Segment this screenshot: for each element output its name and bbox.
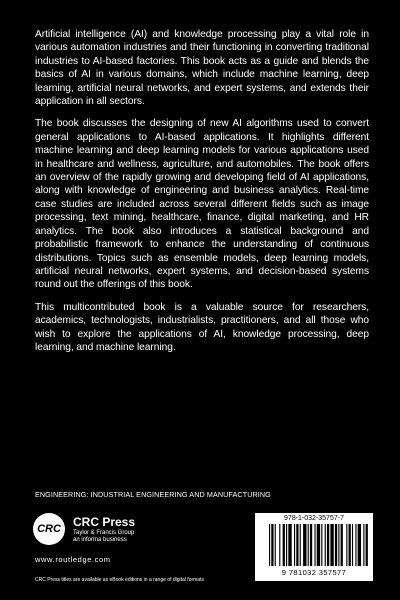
- barcode-bar: [271, 524, 273, 566]
- barcode-bar: [346, 524, 347, 566]
- barcode-bar: [352, 524, 353, 566]
- barcode-bar: [366, 524, 368, 566]
- barcode-bar: [303, 524, 306, 566]
- back-cover-description: [35, 28, 369, 363]
- barcode-bar: [317, 524, 320, 566]
- barcode-bar: [310, 524, 312, 566]
- publisher-business: an informa business: [73, 537, 127, 543]
- barcode-bar: [338, 524, 339, 566]
- barcode-bar: [349, 524, 351, 566]
- barcode-bar: [335, 524, 337, 566]
- barcode-bar: [275, 524, 276, 566]
- barcode-bar: [325, 524, 326, 566]
- barcode-bar: [279, 524, 280, 566]
- publisher-name: CRC Press: [73, 515, 136, 529]
- publisher-website: www.routledge.com: [35, 555, 111, 564]
- barcode-bar: [294, 524, 295, 566]
- publisher-block: [33, 513, 153, 569]
- barcode-bar: [341, 524, 343, 566]
- barcode-bar: [296, 524, 298, 566]
- barcode-bar: [288, 524, 291, 566]
- barcode-bars: [269, 524, 369, 566]
- barcode-bar: [314, 524, 315, 566]
- isbn-barcode: [255, 513, 373, 581]
- description-paragraph-3: This multicontributed book is a valuable source for researchers, academics, technologists, industrialists, practitioners, and all those who wish to explore the applications of AI, knowledge processing, deep learning, and machine learning.: [35, 301, 369, 353]
- isbn-number: 978-1-032-35757-7: [284, 515, 344, 522]
- publisher-group-name: Taylor & Francis Group: [73, 530, 135, 536]
- barcode-bar: [330, 524, 333, 566]
- publisher-group: [73, 530, 134, 544]
- barcode-bar: [300, 524, 301, 566]
- barcode-bar: [308, 524, 309, 566]
- crc-logo-icon: CRC: [33, 513, 65, 545]
- description-paragraph-1: Artificial intelligence (AI) and knowledge processing play a vital role in various automation industries and their functioning in converting traditional industries to AI-based factories. This book acts as a guide and blends the basics of AI in various domains, which include machine learning, deep learning, artificial neural networks, and expert systems, and extends their application in all sectors.: [35, 29, 369, 108]
- barcode-digits: 9 781032 357577: [281, 568, 347, 577]
- barcode-bar: [286, 524, 287, 566]
- barcode-bar: [283, 524, 285, 566]
- barcode-bar: [327, 524, 329, 566]
- barcode-bar: [355, 524, 356, 566]
- barcode-bar: [363, 524, 364, 566]
- barcode-bar: [269, 524, 270, 566]
- barcode-bar: [358, 524, 361, 566]
- subject-category: ENGINEERING: INDUSTRIAL ENGINEERING AND MANUFACTURING: [35, 490, 271, 499]
- description-paragraph-2: The book discusses the designing of new AI algorithms used to convert general applications to AI-based applications. It highlights different machine learning and deep learning models for various applications used in healthcare and wellness, agriculture, and automobiles. The book offers an overview of the rapidly growing and developing field of AI applications, along with knowledge of engineering and business analytics. Real-time case studies are included across several different fields such as image processing, text mining, healthcare, finance, digital marketing, and HR analytics. The book also introduces a statistical background and probabilistic framework to enhance the understanding of continuous distributions. Topics such as ensemble models, deep learning models, artificial neural networks, expert systems, and decision-based systems round out the offerings of this book.: [35, 118, 369, 291]
- ebook-note: CRC Press titles are available as eBook editions in a range of digital formats: [35, 577, 204, 583]
- barcode-bar: [321, 524, 322, 566]
